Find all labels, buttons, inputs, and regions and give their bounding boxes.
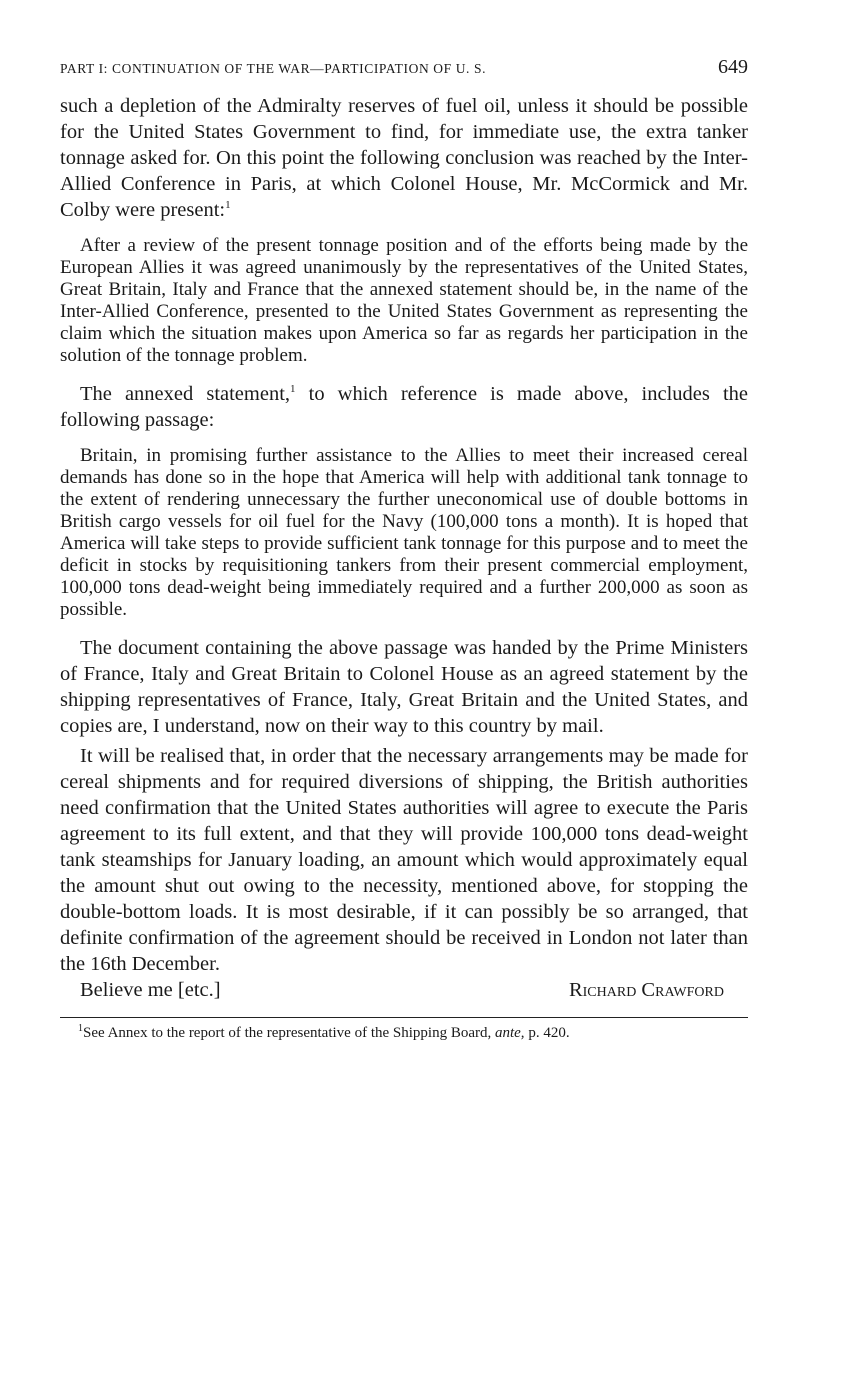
- paragraph-1-text: such a depletion of the Admiralty reserves of fuel oil, unless it should be possible for the United States Government to find, for immediate use, the extra tanker tonnage asked for. On this point the following conclusion was reached by the Inter-Allied Conference in Paris, at which Colonel House, Mr. McCormick and Mr. Colby were present:: [60, 95, 748, 221]
- paragraph-2: [60, 381, 748, 433]
- document-page: [60, 56, 748, 1043]
- paragraph-3: The document containing the above passage was handed by the Prime Ministers of France, Italy and Great Britain to Colonel House as an agreed statement by the shipping representatives of France, Italy, Great Britain and the United States, and copies are, I understand, now on their way to this country by mail.: [60, 637, 748, 737]
- footnote-text-end: p. 420.: [524, 1025, 570, 1041]
- page-number: 649: [718, 56, 748, 78]
- signature: Richard Crawford: [568, 979, 724, 1001]
- footnote-ref: 1: [225, 199, 231, 212]
- footnote-ref: 1: [290, 383, 296, 396]
- block-quote-2: Britain, in promising further assistance to the Allies to meet their increased cereal demands has done so in the hope that America will help with additional tank tonnage to the extent of rendering unnecessary the further uneconomical use of double bottoms in British cargo vessels for oil fuel for the Navy (100,000 tons a month). It is hoped that America will take steps to provide sufficient tank tonnage for this purpose and to meet the deficit in stocks by requisitioning tankers from their present commercial employment, 100,000 tons dead-weight being immediately required and a further 200,000 as soon as possible.: [60, 445, 748, 620]
- paragraph-2-start: The annexed statement,: [80, 383, 291, 405]
- page-header: [60, 56, 748, 79]
- paragraph-1: [60, 93, 748, 223]
- closing-salutation: Believe me [etc.]: [80, 979, 221, 1001]
- running-head: PART I: CONTINUATION OF THE WAR—PARTICIPATION OF U. S.: [60, 61, 487, 76]
- block-quote-1: After a review of the present tonnage position and of the efforts being made by the European Allies it was agreed unanimously by the representatives of the United States, Great Britain, Italy and France that the annexed statement should be, in the name of the Inter-Allied Conference, presented to the United States Government as representing the claim which the situation makes upon America so far as regards her participation in the solution of the tonnage problem.: [60, 235, 748, 366]
- paragraph-4: It will be realised that, in order that the necessary arrangements may be made for cereal shipments and for required diversions of shipping, the British authorities need confirmation that the United States authorities will agree to execute the Paris agreement to its full extent, and that they will provide 100,000 tons dead-weight tank steamships for January loading, an amount which would approximately equal the amount shut out owing to the necessity, mentioned above, for stopping the double-bottom loads. It is most desirable, if it can possibly be so arranged, that definite confirmation of the agreement should be received in London not later than the 16th December.: [60, 745, 748, 975]
- paragraph-2-end: to which reference is made above, includes the following passage:: [60, 383, 748, 431]
- footnote-marker: 1: [78, 1023, 83, 1034]
- footnote-divider: [60, 1017, 748, 1018]
- footnote-text-start: See Annex to the report of the representative of the Shipping Board,: [83, 1025, 495, 1041]
- footnote-text-italic: ante,: [494, 1025, 525, 1041]
- footnote: [60, 1024, 748, 1043]
- closing-block: [60, 977, 748, 1003]
